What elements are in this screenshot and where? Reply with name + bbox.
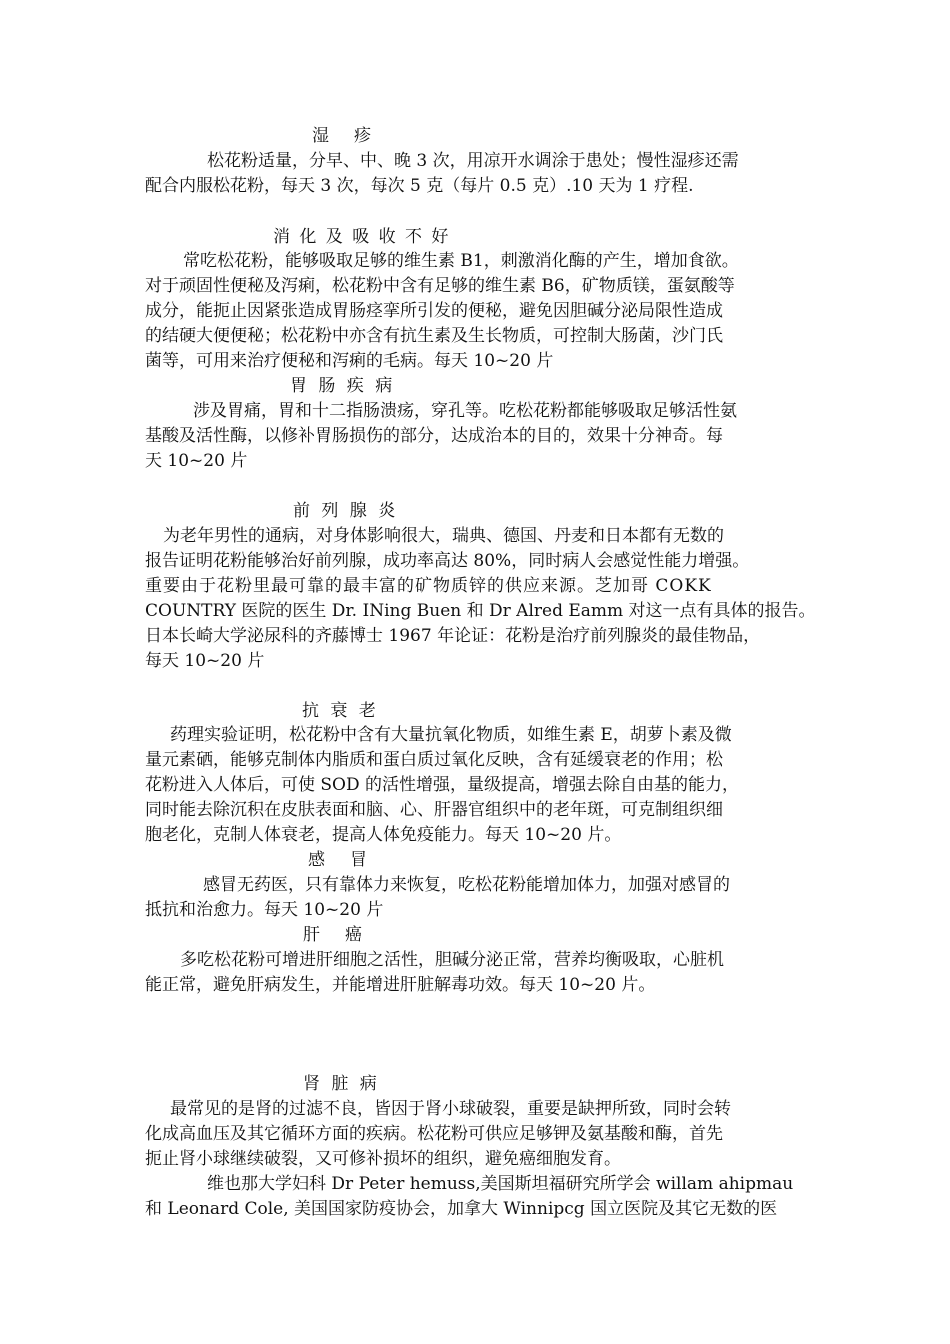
paragraph-line: 多吃松花粉可增进肝细胞之活性，胆碱分泌正常，营养均衡吸取，心脏机 <box>180 950 724 970</box>
paragraph-line: 最常见的是肾的过滤不良，皆因于肾小球破裂，重要是缺押所致，同时会转 <box>170 1099 731 1119</box>
section-heading-liver-cancer: 肝 癌 <box>303 925 366 945</box>
paragraph-line: 基酸及活性酶，以修补胃肠损伤的部分，达成治本的目的，效果十分神奇。每 <box>145 426 723 446</box>
paragraph-line: 扼止肾小球继续破裂，又可修补损坏的组织，避免癌细胞发育。 <box>145 1149 621 1169</box>
paragraph-line: 同时能去除沉积在皮肤表面和脑、心、肝器官组织中的老年斑，可克制组织细 <box>145 800 723 820</box>
paragraph-line: 感冒无药医，只有靠体力来恢复，吃松花粉能增加体力，加强对感冒的 <box>203 875 730 895</box>
paragraph-line: 菌等，可用来治疗便秘和泻痢的毛病。每天 10~20 片 <box>145 351 554 371</box>
paragraph-line: 成分，能扼止因紧张造成胃肠痉挛所引发的便秘，避免因胆碱分泌局限性造成 <box>145 301 723 321</box>
paragraph-line: 松花粉适量，分早、中、晚 3 次，用凉开水调涂于患处；慢性湿疹还需 <box>207 151 739 171</box>
paragraph-line: 量元素硒，能够克制体内脂质和蛋白质过氧化反映，含有延缓衰老的作用；松 <box>145 750 723 770</box>
section-heading-cold: 感 冒 <box>308 850 371 870</box>
paragraph-line: 报告证明花粉能够治好前列腺，成功率高达 80%，同时病人会感觉性能力增强。 <box>145 551 750 571</box>
section-heading-eczema: 湿 疹 <box>312 126 375 146</box>
paragraph-line: 重要由于花粉里最可靠的最丰富的矿物质锌的供应来源。芝加哥 COKK <box>145 576 712 596</box>
paragraph-line: 常吃松花粉，能够吸取足够的维生素 B1，刺激消化酶的产生，增加食欲。 <box>183 251 739 271</box>
paragraph-line: COUNTRY 医院的医生 Dr. INing Buen 和 Dr Alred Eamm 对这一点有具体的报告。 <box>145 601 816 621</box>
paragraph-line: 维也那大学妇科 Dr Peter hemuss,美国斯坦福研究所学会 willam ahipmau <box>207 1174 794 1194</box>
paragraph-line: 抵抗和治愈力。每天 10~20 片 <box>145 900 384 920</box>
paragraph-line: 对于顽固性便秘及泻痢，松花粉中含有足够的维生素 B6，矿物质镁，蛋氨酸等 <box>145 276 735 296</box>
paragraph-line: 每天 10~20 片 <box>145 651 265 671</box>
section-heading-digestion: 消 化 及 吸 收 不 好 <box>273 227 451 247</box>
paragraph-line: 日本长崎大学泌尿科的齐藤博士 1967 年论证：花粉是治疗前列腺炎的最佳物品， <box>145 626 761 646</box>
paragraph-line: 的结硬大便便秘；松花粉中亦含有抗生素及生长物质，可控制大肠菌，沙门氏 <box>145 326 723 346</box>
paragraph-line: 天 10~20 片 <box>145 451 248 471</box>
paragraph-line: 化成高血压及其它循环方面的疾病。松花粉可供应足够钾及氨基酸和酶，首先 <box>145 1124 723 1144</box>
paragraph-line: 配合内服松花粉，每天 3 次，每次 5 克（每片 0.5 克）.10 天为 1 疗程. <box>145 176 694 196</box>
section-heading-kidney: 肾 脏 病 <box>303 1074 380 1094</box>
section-heading-stomach: 胃 肠 疾 病 <box>290 376 396 396</box>
paragraph-line: 药理实验证明，松花粉中含有大量抗氧化物质，如维生素 E，胡萝卜素及微 <box>170 725 732 745</box>
section-heading-prostatitis: 前 列 腺 炎 <box>293 501 399 521</box>
paragraph-line: 花粉进入人体后，可使 SOD 的活性增强，量级提高，增强去除自由基的能力， <box>145 775 740 795</box>
paragraph-line: 能正常，避免肝病发生，并能增进肝脏解毒功效。每天 10~20 片。 <box>145 975 656 995</box>
paragraph-line: 胞老化，克制人体衰老，提高人体免疫能力。每天 10~20 片。 <box>145 825 622 845</box>
paragraph-line: 为老年男性的通病，对身体影响很大，瑞典、德国、丹麦和日本都有无数的 <box>163 526 724 546</box>
paragraph-line: 和 Leonard Cole, 美国国家防疫协会，加拿大 Winnipcg 国立医院及其它无数的医 <box>145 1199 778 1219</box>
paragraph-line: 涉及胃痛，胃和十二指肠溃疡，穿孔等。吃松花粉都能够吸取足够活性氨 <box>193 401 737 421</box>
section-heading-anti-aging: 抗 衰 老 <box>302 701 379 721</box>
